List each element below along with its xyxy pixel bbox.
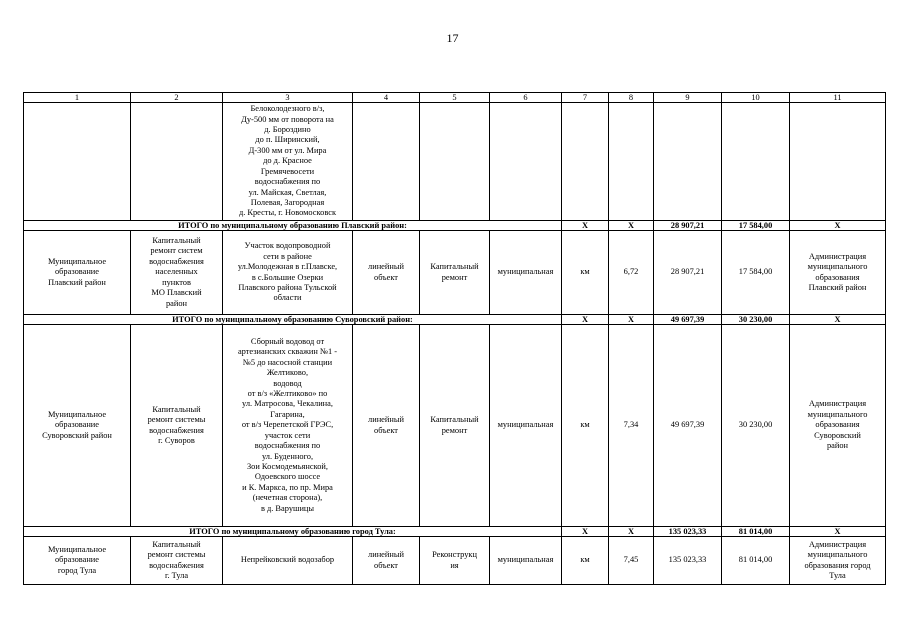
table-cell: Администрация муниципального образования Суворовский район (790, 325, 886, 527)
table-cell: Капитальный ремонт систем водоснабжения населенных пунктов МО Плавский район (131, 231, 223, 315)
column-number: 3 (223, 93, 353, 103)
table-cell: 17 584,00 (722, 231, 790, 315)
total-cell: 135 023,33 (654, 527, 722, 537)
table-cell: Белоколодезного в/з, Ду-500 мм от поворота на д. Бороздино до п. Ширинский, Д-300 мм от ул. Мира до д. Красное Гремячевосети водоснабжения по ул. Майская, Светлая, Полевая, Загородная д. Кресты, г. Новомосковск (223, 103, 353, 221)
column-number: 10 (722, 93, 790, 103)
total-row (24, 221, 886, 231)
table-cell: Муниципальное образование Суворовский район (24, 325, 131, 527)
total-label: ИТОГО по муниципальному образованию Суворовский район: (24, 315, 562, 325)
table-cell: 6,72 (609, 231, 654, 315)
table-cell: Администрация муниципального образования Плавский район (790, 231, 886, 315)
table-cell: Реконструкц ия (420, 537, 490, 585)
table-cell: 30 230,00 (722, 325, 790, 527)
table-cell: 49 697,39 (654, 325, 722, 527)
table-cell: Сборный водовод от артезианских скважин №1 - №5 до насосной станции Желтиково, водовод от в/з «Желтиково» по ул. Матросова, Чекалина, Гагарина, от в/з Черепетской ГРЭС, участок сети водоснабжения по ул. Буденного, Зои Космодемьянской, Одоевского шоссе и К. Маркса, по пр. Мира (нечетная сторона), в д. Варушицы (223, 325, 353, 527)
total-cell: 81 014,00 (722, 527, 790, 537)
total-cell: Х (790, 221, 886, 231)
table-cell: муниципальная (490, 537, 562, 585)
table-cell: линейный объект (353, 325, 420, 527)
table-row (24, 231, 886, 315)
table-cell: 135 023,33 (654, 537, 722, 585)
table-cell (420, 103, 490, 221)
total-row (24, 315, 886, 325)
column-number: 9 (654, 93, 722, 103)
table-cell (562, 103, 609, 221)
table-cell (790, 103, 886, 221)
total-cell: Х (609, 221, 654, 231)
capital-repair-table (23, 92, 886, 585)
column-number-row (24, 93, 886, 103)
table-cell (609, 103, 654, 221)
table-cell (654, 103, 722, 221)
total-cell: Х (609, 527, 654, 537)
table-cell (490, 103, 562, 221)
table-cell: км (562, 325, 609, 527)
total-cell: 28 907,21 (654, 221, 722, 231)
table-cell: 7,45 (609, 537, 654, 585)
column-number: 8 (609, 93, 654, 103)
table-row (24, 325, 886, 527)
total-cell: Х (790, 315, 886, 325)
total-cell: Х (562, 315, 609, 325)
table-row (24, 537, 886, 585)
table-cell: муниципальная (490, 231, 562, 315)
table-cell: Участок водопроводной сети в районе ул.Молодежная в г.Плавске, в с.Большие Озерки Плавского района Тульской области (223, 231, 353, 315)
table-cell: Непрейковский водозабор (223, 537, 353, 585)
total-cell: Х (609, 315, 654, 325)
column-number: 11 (790, 93, 886, 103)
table-cell: Муниципальное образование Плавский район (24, 231, 131, 315)
table-cell: муниципальная (490, 325, 562, 527)
total-label: ИТОГО по муниципальному образованию Плавский район: (24, 221, 562, 231)
column-number: 1 (24, 93, 131, 103)
total-cell: Х (562, 221, 609, 231)
table-cell (24, 103, 131, 221)
table-cell: 28 907,21 (654, 231, 722, 315)
table-cell: линейный объект (353, 537, 420, 585)
table-cell (353, 103, 420, 221)
table-cell (131, 103, 223, 221)
table-cell: Капитальный ремонт системы водоснабжения г. Тула (131, 537, 223, 585)
total-row (24, 527, 886, 537)
total-cell: Х (562, 527, 609, 537)
column-number: 2 (131, 93, 223, 103)
total-cell: Х (790, 527, 886, 537)
column-number: 7 (562, 93, 609, 103)
table-cell: км (562, 231, 609, 315)
table-cell: Муниципальное образование город Тула (24, 537, 131, 585)
table-cell: км (562, 537, 609, 585)
table-cell: Администрация муниципального образования город Тула (790, 537, 886, 585)
column-number: 4 (353, 93, 420, 103)
total-cell: 17 584,00 (722, 221, 790, 231)
table-cell: 7,34 (609, 325, 654, 527)
page-number: 17 (446, 31, 459, 45)
table-cell: линейный объект (353, 231, 420, 315)
column-number: 5 (420, 93, 490, 103)
column-number: 6 (490, 93, 562, 103)
table-cell (722, 103, 790, 221)
table-cell: Капитальный ремонт (420, 231, 490, 315)
total-cell: 30 230,00 (722, 315, 790, 325)
table-cell: 81 014,00 (722, 537, 790, 585)
table-cell: Капитальный ремонт системы водоснабжения г. Суворов (131, 325, 223, 527)
total-cell: 49 697,39 (654, 315, 722, 325)
table-row (24, 103, 886, 221)
total-label: ИТОГО по муниципальному образованию город Тула: (24, 527, 562, 537)
table-cell: Капитальный ремонт (420, 325, 490, 527)
